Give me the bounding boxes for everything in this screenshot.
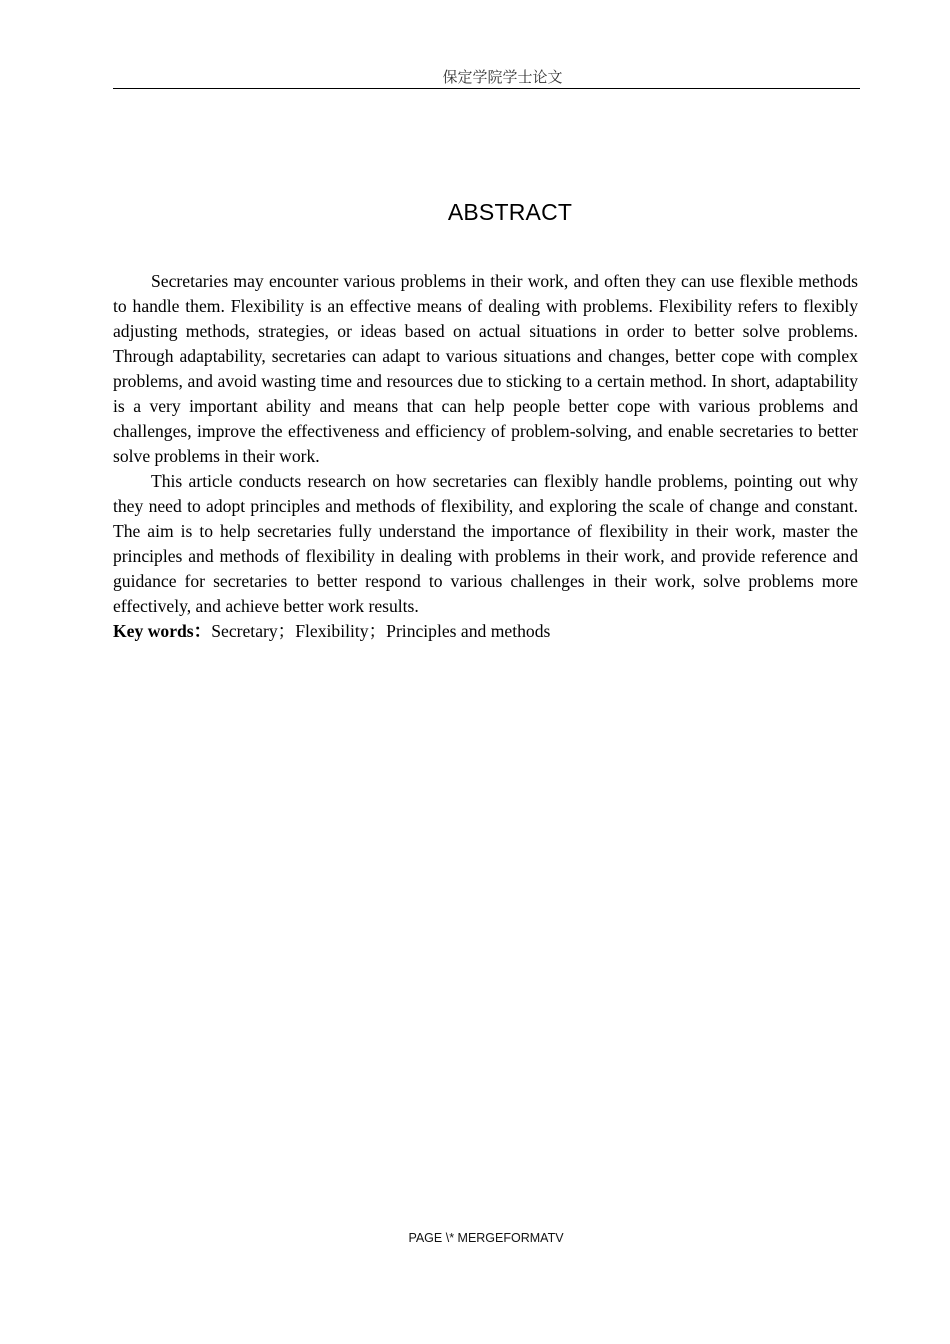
page-number-field: PAGE \* MERGEFORMATV — [408, 1231, 564, 1245]
page-header — [113, 66, 860, 89]
page-footer — [0, 1229, 950, 1247]
keywords-list: Secretary；Flexibility；Principles and methods — [211, 621, 551, 641]
abstract-title: ABSTRACT — [447, 199, 573, 225]
header-title: 保定学院学士论文 — [442, 68, 563, 86]
keywords-line — [113, 619, 858, 644]
abstract-paragraph-1: Secretaries may encounter various problems in their work, and often they can use flexible methods to handle them. Flexibility is an effective means of dealing with problems. Flexibility refers to flexibly adjusting methods, strategies, or ideas based on actual situations in order to better solve problems. Through adaptability, secretaries can adapt to various situations and changes, better cope with complex problems, and avoid wasting time and resources due to sticking to a certain method. In short, adaptability is a very important ability and means that can help people better cope with various problems and challenges, improve the effectiveness and efficiency of problem-solving, and enable secretaries to better solve problems in their work. — [113, 271, 858, 466]
abstract-body — [113, 269, 858, 644]
keywords-label: Key words： — [113, 621, 212, 641]
abstract-paragraph-2: This article conducts research on how secretaries can flexibly handle problems, pointing out why they need to adopt principles and methods of flexibility, and exploring the scale of change and constant. The aim is to help secretaries fully understand the importance of flexibility in their work, master the principles and methods of flexibility in dealing with problems in their work, and provide reference and guidance for secretaries to better respond to various challenges in their work, solve problems more effectively, and achieve better work results. — [113, 471, 858, 616]
